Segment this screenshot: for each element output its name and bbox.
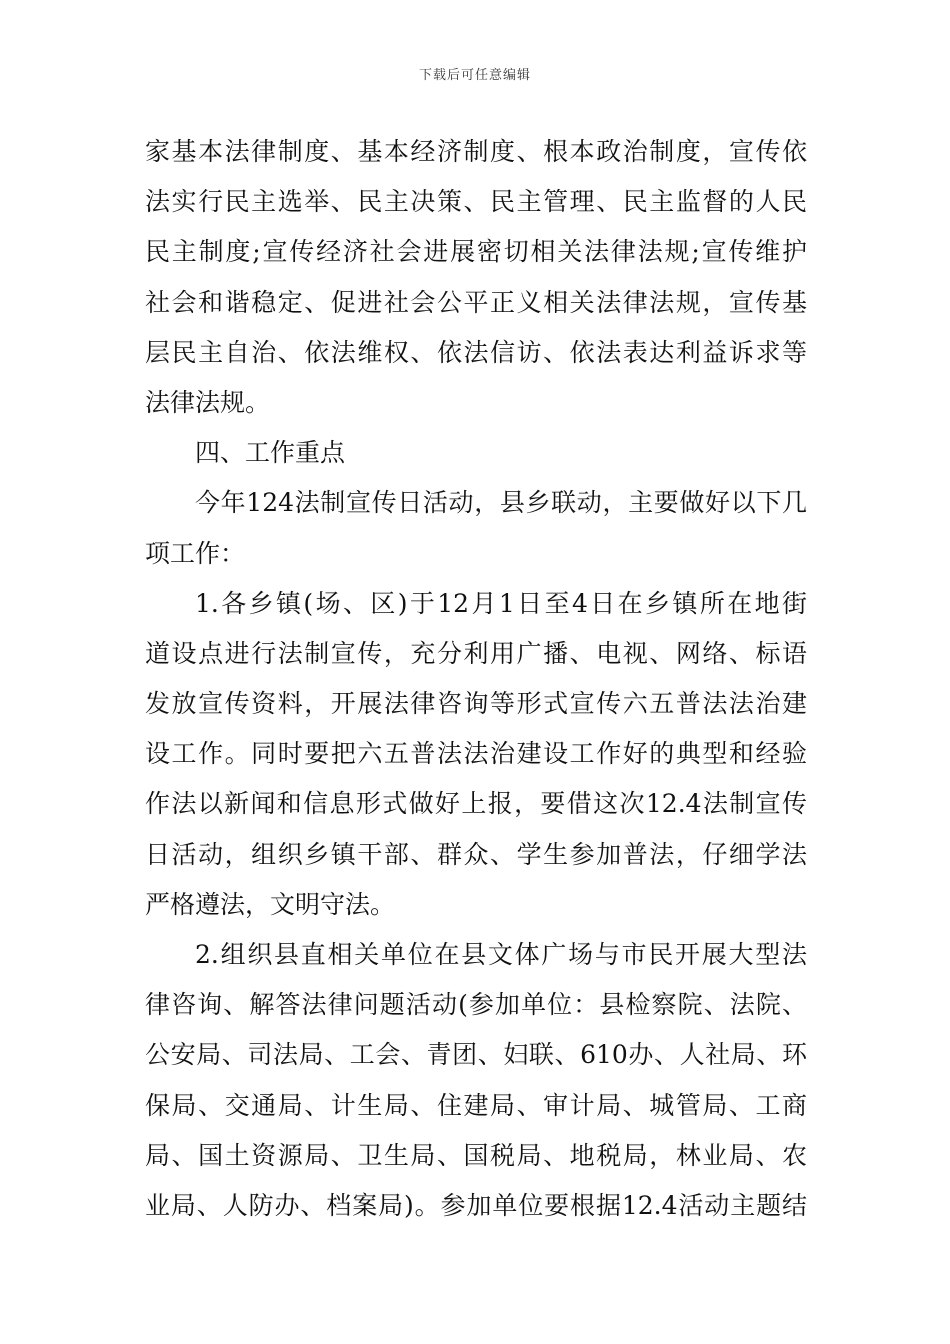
text-line: 公安局、司法局、工会、青团、妇联、610办、人社局、环: [145, 1040, 807, 1070]
text-line: 社会和谐稳定、促进社会公平正义相关法律法规，宣传基: [145, 287, 807, 317]
page-header: 下载后可任意编辑: [418, 68, 531, 83]
text-line: 今年124法制宣传日活动，县乡联动，主要做好以下几: [195, 488, 807, 518]
list-item-start: 1.各乡镇(场、区)于12月1日至4日在乡镇所在地街: [195, 588, 807, 618]
text-line: 设工作。同时要把六五普法法治建设工作好的典型和经验: [145, 739, 807, 769]
text-line: 民主制度;宣传经济社会进展密切相关法律法规;宣传维护: [145, 237, 807, 267]
document-body: [145, 127, 807, 1231]
text-line: 律咨询、解答法律问题活动(参加单位：县检察院、法院、: [145, 990, 807, 1020]
text-line: 法实行民主选举、民主决策、民主管理、民主监督的人民: [145, 187, 807, 217]
text-line: 项工作：: [145, 538, 246, 568]
text-line: 业局、人防办、档案局)。参加单位要根据12.4活动主题结: [145, 1190, 807, 1220]
text-line: 严格遵法，文明守法。: [145, 889, 396, 919]
list-item-start: 2.组织县直相关单位在县文体广场与市民开展大型法: [195, 940, 807, 969]
text-line: 作法以新闻和信息形式做好上报，要借这次12.4法制宣传: [145, 789, 807, 819]
text-line: 家基本法律制度、基本经济制度、根本政治制度，宣传依: [145, 137, 807, 166]
text-line: 道设点进行法制宣传，充分利用广播、电视、网络、标语: [145, 638, 807, 668]
text-line: 发放宣传资料，开展法律咨询等形式宣传六五普法法治建: [145, 689, 807, 719]
text-line: 日活动，组织乡镇干部、群众、学生参加普法，仔细学法: [145, 839, 807, 869]
text-line: 法律法规。: [145, 387, 271, 417]
section-heading: 四、工作重点: [195, 438, 346, 468]
text-line: 保局、交通局、计生局、住建局、审计局、城管局、工商: [145, 1090, 807, 1120]
text-line: 局、国土资源局、卫生局、国税局、地税局，林业局、农: [145, 1140, 807, 1170]
text-line: 层民主自治、依法维权、依法信访、依法表达利益诉求等: [145, 337, 807, 367]
